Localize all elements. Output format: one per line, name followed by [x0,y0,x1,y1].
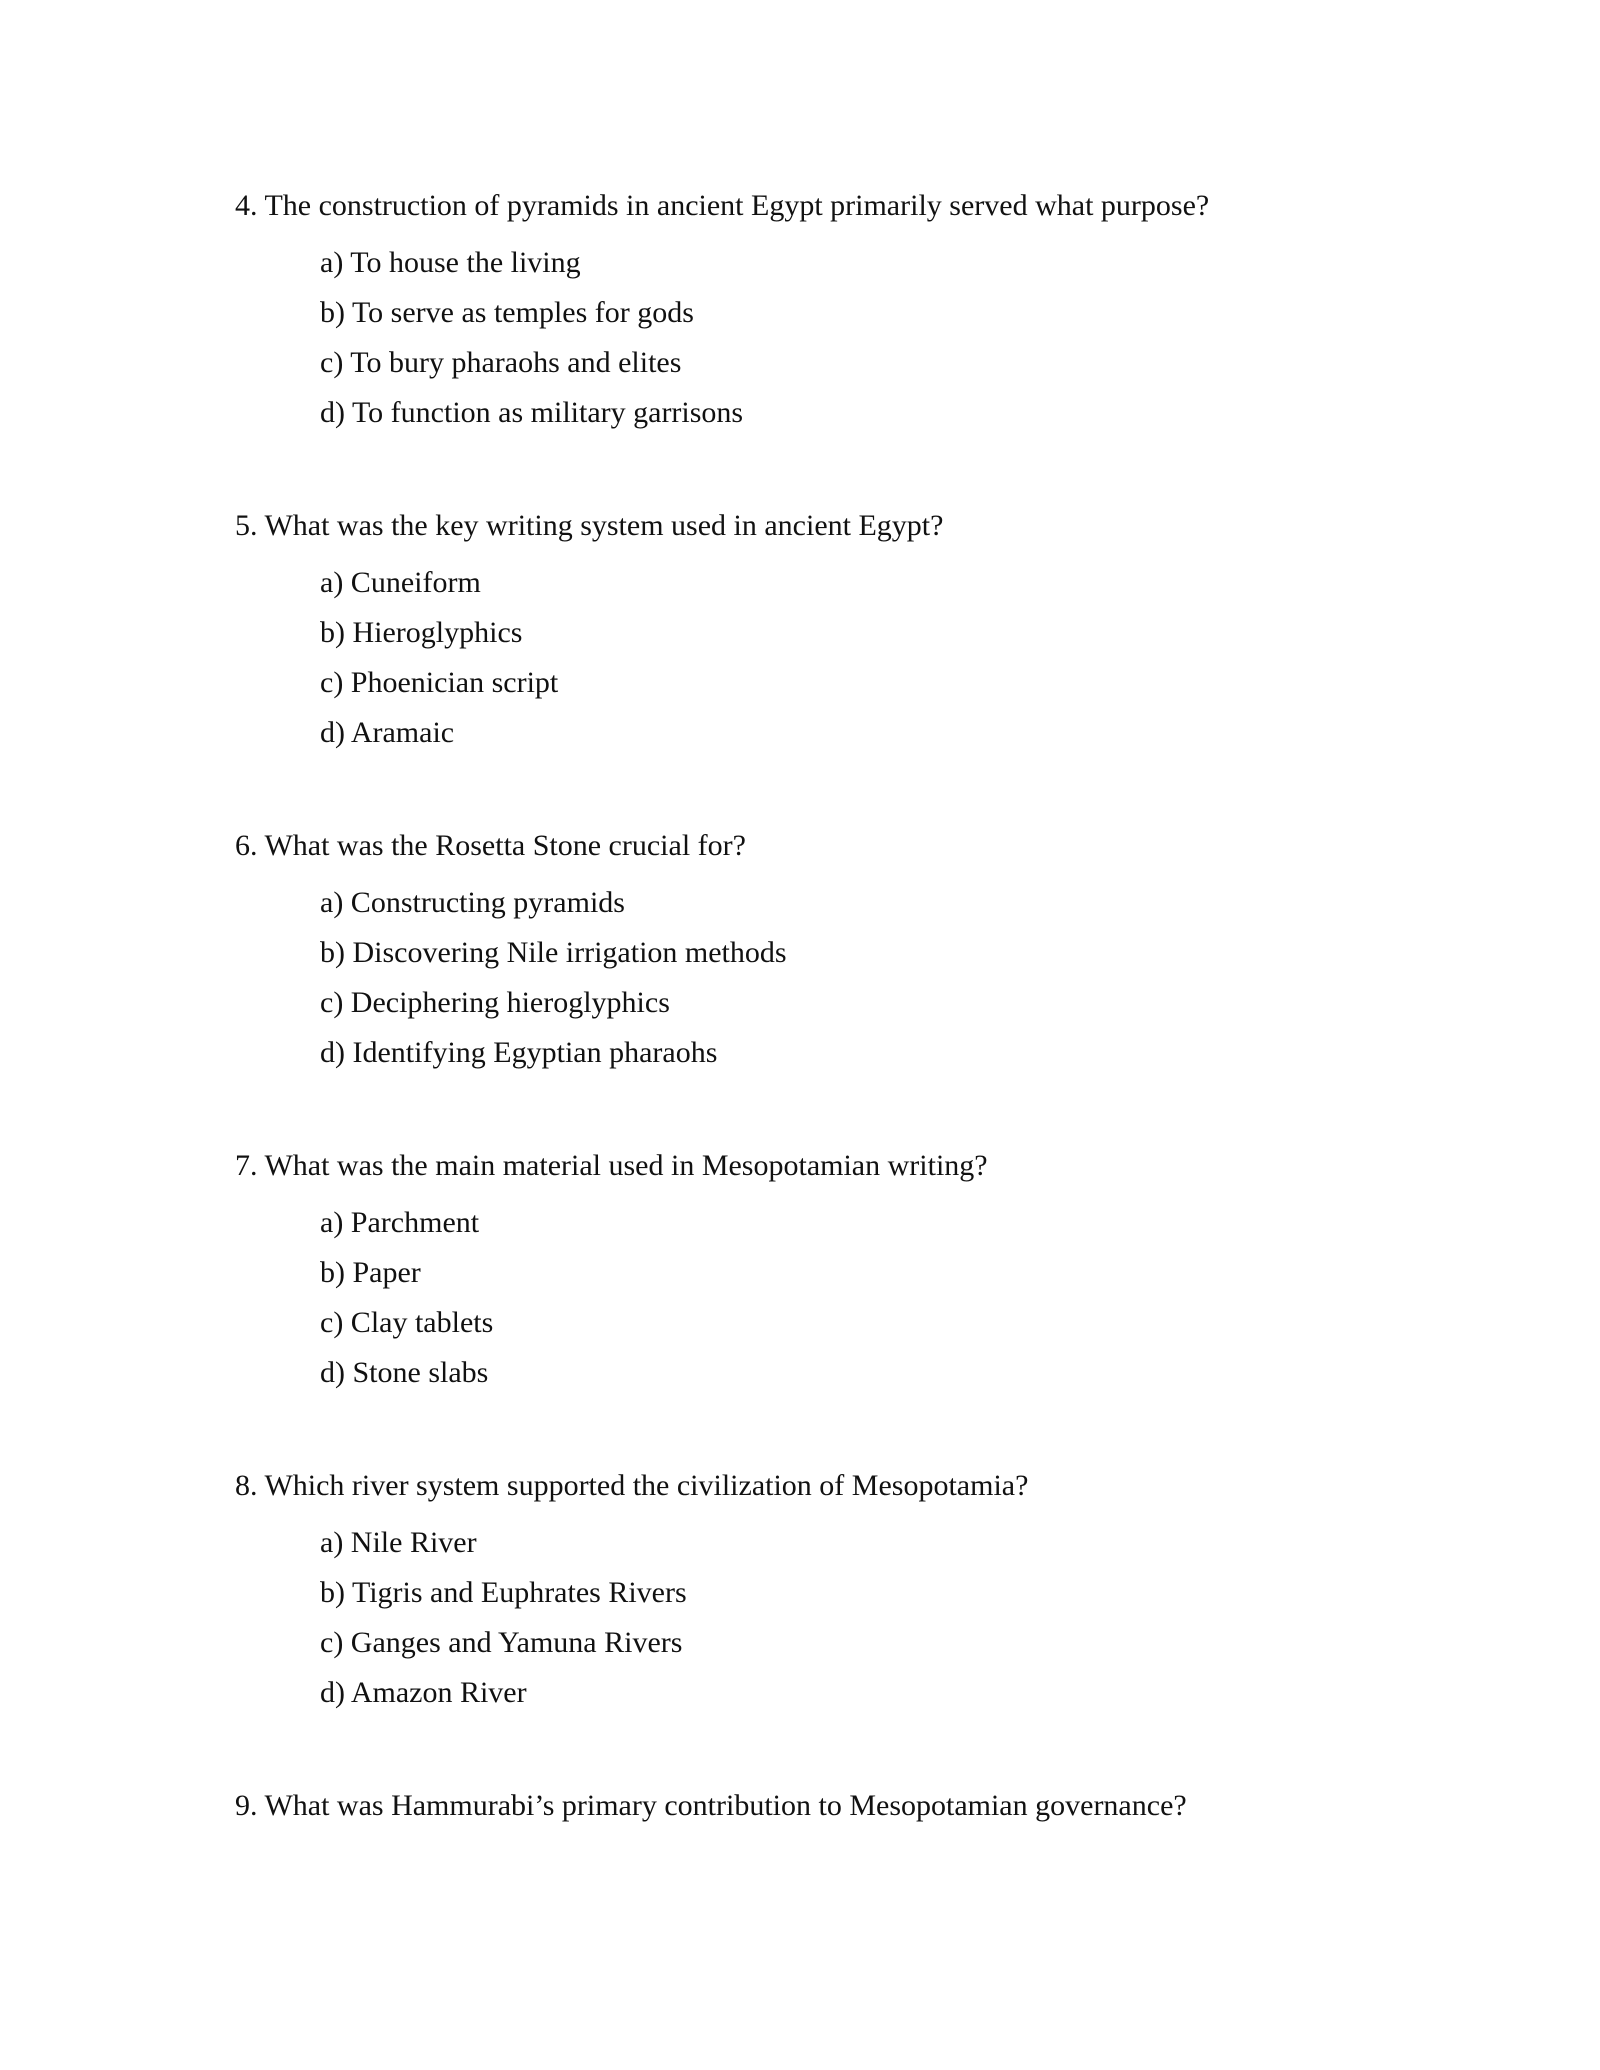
option-c: c) Clay tablets [320,1306,494,1339]
option-d: d) Amazon River [320,1676,527,1709]
answer-options [235,885,1435,1071]
question-6 [235,828,1435,1071]
option-b: b) Paper [320,1256,421,1289]
option-a: a) Cuneiform [320,566,481,599]
question-text: 9. What was Hammurabi’s primary contribution to Mesopotamian governance? [235,1789,1187,1822]
question-8 [235,1468,1435,1711]
answer-options [235,1525,1435,1711]
option-c: c) Ganges and Yamuna Rivers [320,1626,683,1659]
option-d: d) Stone slabs [320,1356,489,1389]
question-text: 5. What was the key writing system used in ancient Egypt? [235,509,944,542]
option-d: d) Identifying Egyptian pharaohs [320,1036,718,1069]
option-a: a) Parchment [320,1206,480,1239]
question-text: 8. Which river system supported the civilization of Mesopotamia? [235,1469,1029,1502]
option-a: a) Nile River [320,1526,477,1559]
option-b: b) Tigris and Euphrates Rivers [320,1576,687,1609]
option-b: b) Discovering Nile irrigation methods [320,936,787,969]
question-7 [235,1148,1435,1391]
option-d: d) To function as military garrisons [320,396,744,429]
option-c: c) Deciphering hieroglyphics [320,986,670,1019]
option-c: c) Phoenician script [320,666,559,699]
question-4 [235,188,1435,431]
option-b: b) Hieroglyphics [320,616,523,649]
option-d: d) Aramaic [320,716,455,749]
option-b: b) To serve as temples for gods [320,296,694,329]
question-text: 6. What was the Rosetta Stone crucial for? [235,829,746,862]
question-5 [235,508,1435,751]
answer-options [235,565,1435,751]
answer-options [235,245,1435,431]
option-c: c) To bury pharaohs and elites [320,346,682,379]
question-9 [235,1788,1435,1824]
answer-options [235,1205,1435,1391]
question-text: 4. The construction of pyramids in ancient Egypt primarily served what purpose? [235,189,1210,222]
question-text: 7. What was the main material used in Mesopotamian writing? [235,1149,988,1182]
option-a: a) Constructing pyramids [320,886,625,919]
option-a: a) To house the living [320,246,581,279]
